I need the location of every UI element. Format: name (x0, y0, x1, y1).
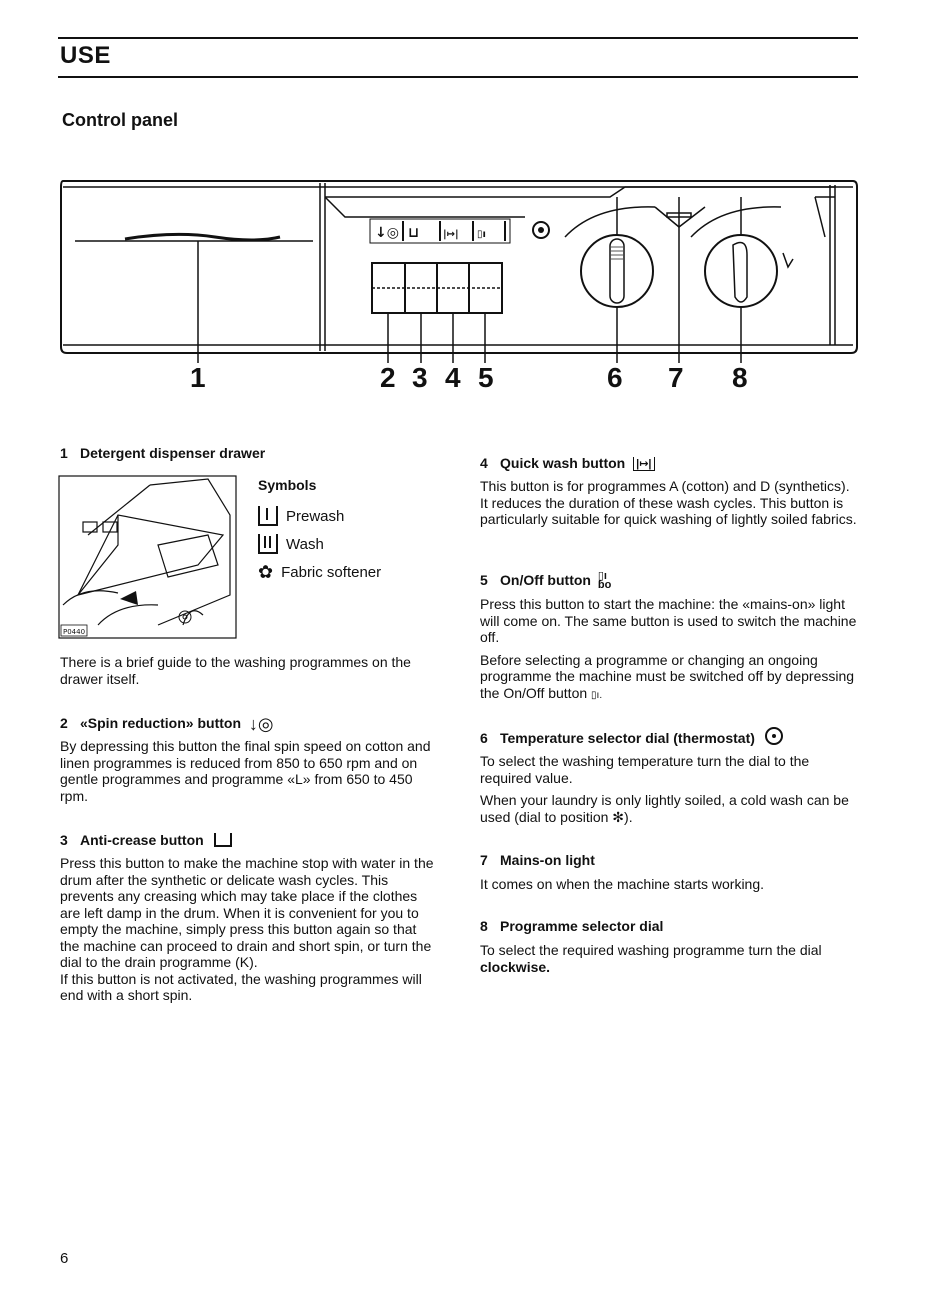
svg-text:↓◎: ↓◎ (375, 225, 399, 241)
section-7-heading: 7 Mains-on light (480, 852, 595, 868)
spin-reduction-icon: ↓◎ (248, 714, 274, 734)
page-number: 6 (60, 1250, 69, 1267)
section-1-heading: 1 Detergent dispenser drawer (60, 445, 266, 461)
section-4-body: This button is for programmes A (cotton) and D (synthetics). It reduces the duration of these wash cycles. This button is particularly suitable for quick washing of lightly soiled fabrics. (480, 478, 857, 527)
callout-2: 2 (380, 362, 396, 393)
section-8-body: To select the required washing programme turn the dial clockwise. (480, 942, 822, 975)
callout-3: 3 (412, 362, 428, 393)
svg-text:|↦|: |↦| (443, 229, 459, 240)
callout-8: 8 (732, 362, 748, 393)
header-bottom-rule (58, 76, 858, 78)
svg-text:▯ı: ▯ı (477, 229, 486, 240)
svg-text:⊔: ⊔ (408, 225, 420, 241)
quick-wash-icon: |↦| (633, 457, 654, 471)
section-1-title: Detergent dispenser drawer (80, 445, 266, 461)
drawer-figure-code: P0440 (63, 628, 86, 636)
section-1-body: There is a brief guide to the washing programmes on the drawer itself. (60, 654, 411, 687)
fabric-softener-icon: ✿ (258, 562, 274, 582)
symbol-wash: Wash (258, 534, 324, 554)
section-3-heading: 3 Anti-crease button (60, 832, 232, 848)
section-4-heading: 4 Quick wash button |↦| (480, 455, 655, 471)
symbol-fabric-softener: ✿ Fabric softener (258, 562, 382, 582)
section-6-heading: 6 Temperature selector dial (thermostat) (480, 730, 783, 748)
callout-6: 6 (607, 362, 623, 393)
callout-1: 1 (190, 362, 206, 393)
section-8-title: Programme selector dial (500, 918, 664, 934)
wash-icon (258, 534, 278, 554)
on-off-inline-icon: ▯ı. (591, 689, 603, 701)
section-3-body: Press this button to make the machine stop with water in the drum after the synthetic or delicate wash cycles. This prevents any creasing which may take place if the clothes are left damp in the drum. When it is convenient for you to empty the machine, simply press this button again so that the machine can proceed to drain and short spin, or turn the dial to the drain programme (K). If this button is not activated, the washing programmes will end with a short spin. (60, 855, 434, 1003)
section-2-heading: 2 «Spin reduction» button ↓◎ (60, 714, 274, 734)
header-top-rule (58, 37, 858, 39)
section-6-title: Temperature selector dial (thermostat) (500, 730, 755, 746)
prewash-icon (258, 506, 278, 526)
symbol-prewash: Prewash (258, 506, 344, 526)
callout-5: 5 (478, 362, 494, 393)
section-5-heading: 5 On/Off button ▯ı ɓo (480, 570, 612, 592)
section-8-heading: 8 Programme selector dial (480, 918, 664, 934)
thermostat-icon (765, 727, 783, 745)
control-panel-title: Control panel (62, 110, 178, 130)
section-7-body: It comes on when the machine starts working. (480, 876, 765, 892)
on-off-icon: ▯ı ɓo (597, 570, 612, 592)
anti-crease-icon (214, 833, 232, 847)
detergent-drawer-illustration (58, 475, 238, 639)
section-4-title: Quick wash button (500, 455, 626, 471)
section-2-body: By depressing this button the final spin speed on cotton and linen programmes is reduced from 850 to 650 rpm and on gentle programmes and programme «L» from 650 to 450 rpm. (60, 738, 431, 804)
callout-4: 4 (445, 362, 461, 393)
section-7-title: Mains-on light (500, 852, 595, 868)
symbols-title: Symbols (258, 477, 317, 493)
section-3-title: Anti-crease button (80, 832, 204, 848)
section-6-body: To select the washing temperature turn the dial to the required value. When your laundry is only lightly soiled, a cold wash can be used (dial to position ✻). (480, 753, 849, 825)
section-5-body: Press this button to start the machine: the «mains-on» light will come on. The same button is used to switch the machine off. Before selecting a programme or changing an ongoing programme the machine must be switched off by depressing the On/Off button ▯ı. (480, 596, 857, 701)
section-5-title: On/Off button (500, 572, 591, 588)
callout-7: 7 (668, 362, 684, 393)
section-2-title: «Spin reduction» button (80, 715, 241, 732)
section-title: USE (60, 42, 111, 69)
